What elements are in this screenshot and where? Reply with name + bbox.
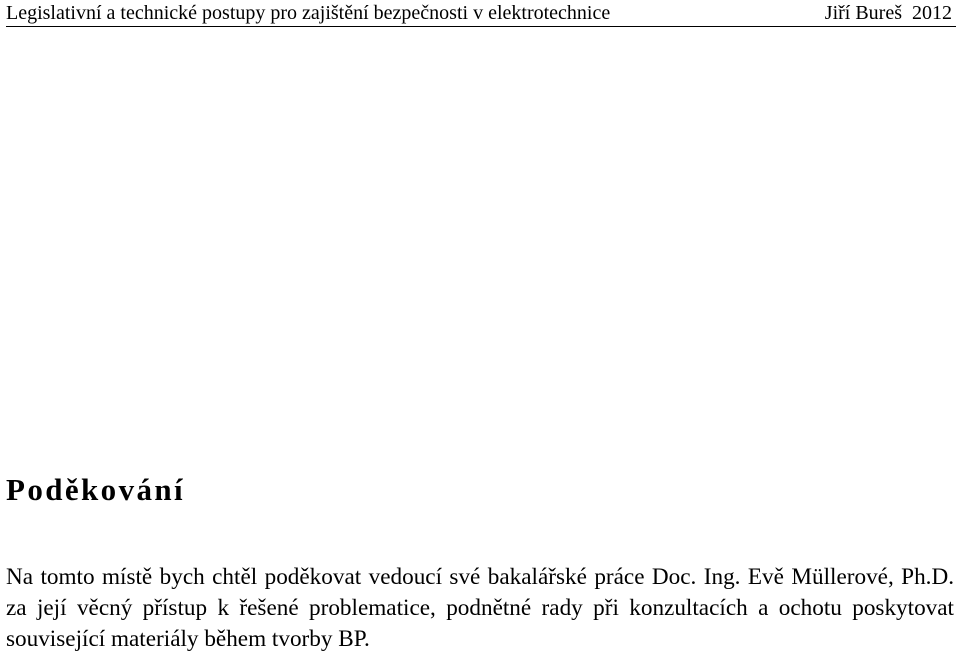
header-meta — [825, 2, 952, 24]
header-year: 2012 — [912, 2, 952, 24]
header-author: Jiří Bureš — [824, 2, 902, 24]
header-title: Legislativní a technické postupy pro zajištění bezpečnosti v elektrotechnice — [6, 2, 611, 24]
acknowledgement-paragraph: Na tomto místě bych chtěl poděkovat vedoucí své bakalářské práce Doc. Ing. Evě Müllerové, Ph.D. za její věcný přístup k řešené problematice, podnětné rady při konzultacích a ochotu poskytovat související materiály během tvorby BP. — [6, 564, 954, 652]
page-header — [6, 2, 956, 27]
section-title: Poděkování — [6, 472, 186, 507]
